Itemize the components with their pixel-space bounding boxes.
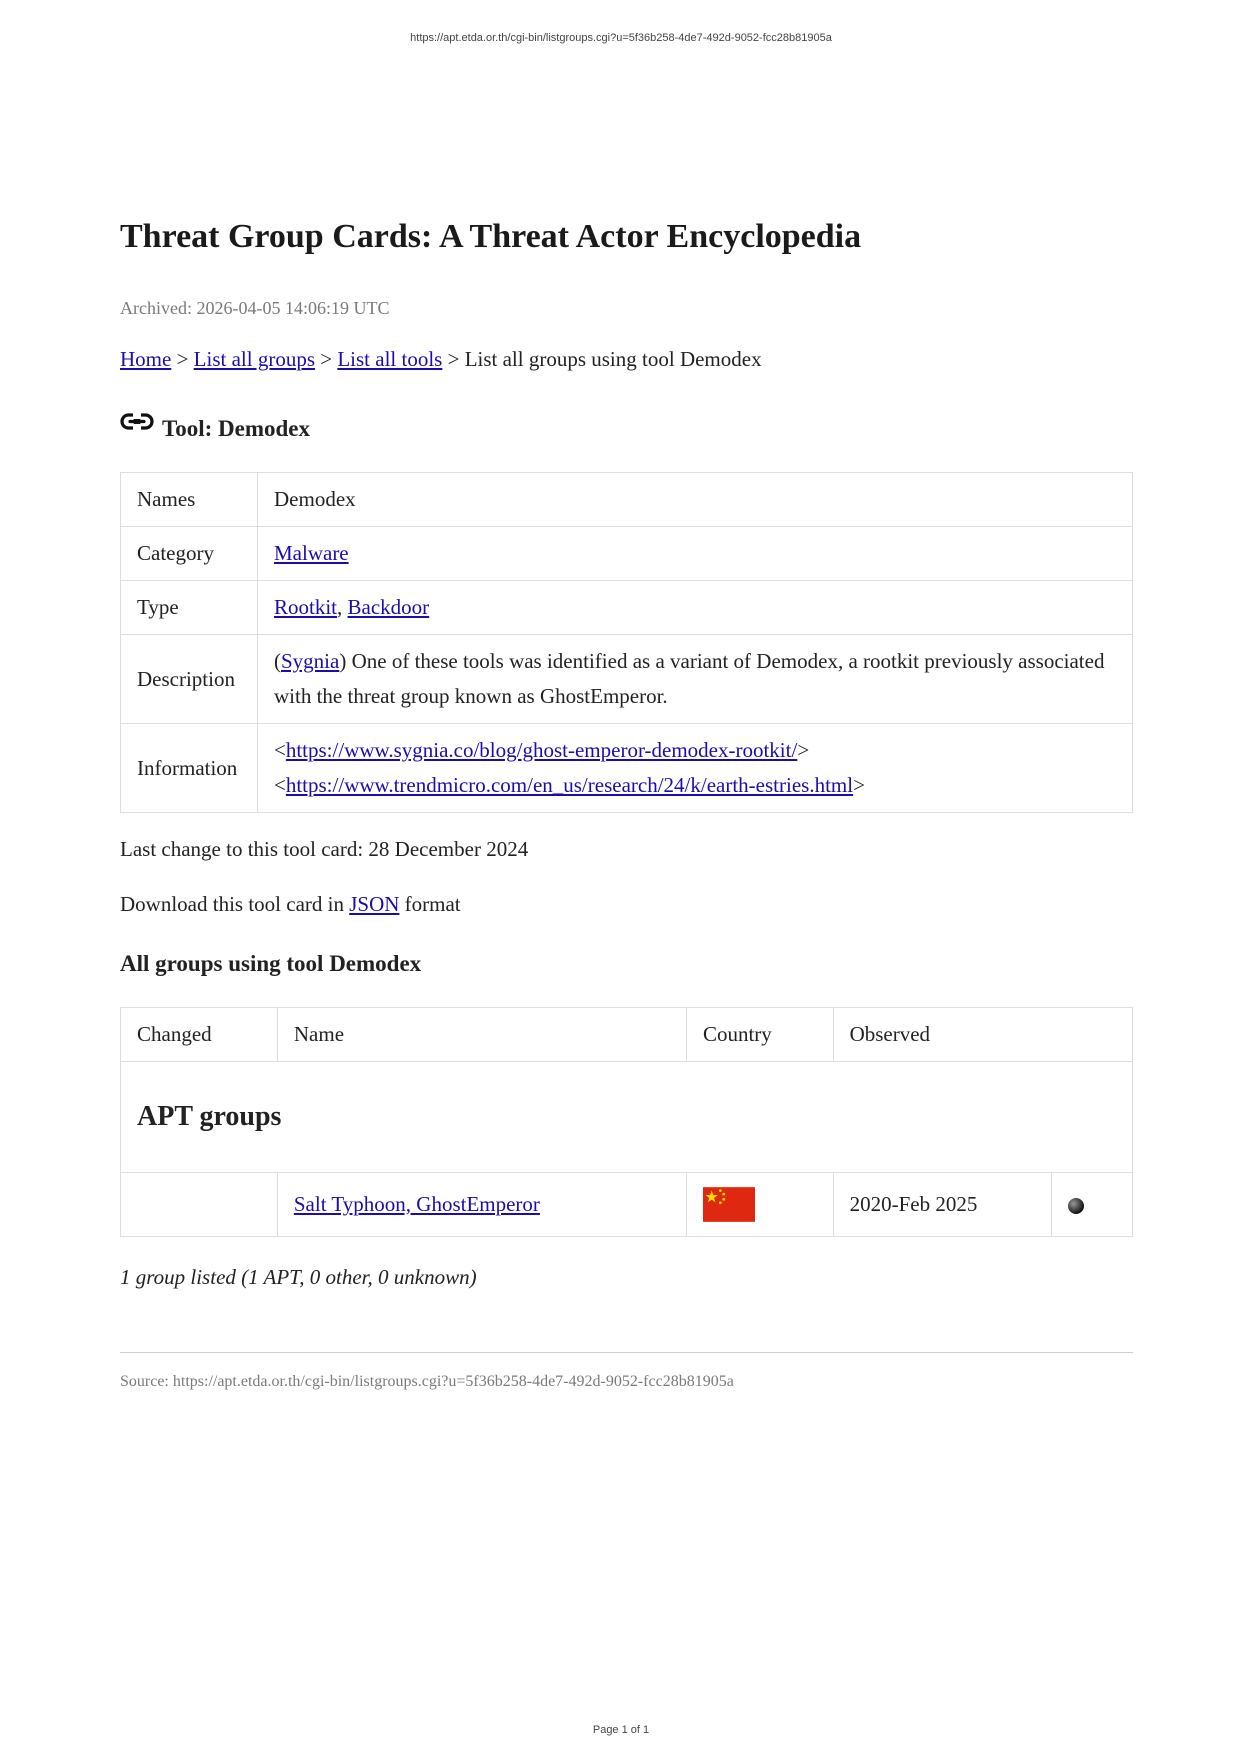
groups-summary: 1 group listed (1 APT, 0 other, 0 unknown) bbox=[120, 1265, 477, 1289]
type-link-backdoor[interactable]: Backdoor bbox=[347, 595, 430, 619]
column-header-country: Country bbox=[686, 1008, 833, 1062]
divider bbox=[120, 1352, 1133, 1353]
breadcrumb-tools-link[interactable]: List all tools bbox=[337, 347, 443, 371]
type-cell bbox=[258, 581, 1133, 635]
column-header-name: Name bbox=[277, 1008, 686, 1062]
column-header-changed: Changed bbox=[121, 1008, 278, 1062]
source-url: Source: https://apt.etda.or.th/cgi-bin/listgroups.cgi?u=5f36b258-4de7-492d-9052-fcc28b81905a bbox=[120, 1373, 734, 1390]
page-number: Page 1 of 1 bbox=[592, 1724, 650, 1736]
information-label: Information bbox=[121, 724, 258, 813]
breadcrumb-separator: > bbox=[320, 347, 333, 371]
category-link[interactable]: Malware bbox=[274, 541, 349, 565]
description-text: One of these tools was identified as a variant of Demodex, a rootkit previously associated with the threat group known as GhostEmperor. bbox=[274, 649, 1105, 708]
page-url-header: https://apt.etda.or.th/cgi-bin/listgroups.cgi?u=5f36b258-4de7-492d-9052-fcc28b81905a bbox=[410, 32, 832, 44]
last-change-text: Last change to this tool card: 28 December 2024 bbox=[120, 837, 529, 861]
download-text bbox=[120, 892, 1133, 917]
group-name-link[interactable]: Salt Typhoon, GhostEmperor bbox=[293, 1192, 540, 1216]
tool-card-row-type bbox=[121, 581, 1133, 635]
json-download-link[interactable]: JSON bbox=[349, 892, 400, 916]
names-label: Names bbox=[121, 473, 258, 527]
observed-cell: 2020-Feb 2025 bbox=[833, 1173, 1051, 1237]
breadcrumb-separator: > bbox=[447, 347, 460, 371]
table-row bbox=[121, 1173, 1133, 1237]
china-flag-icon bbox=[703, 1187, 755, 1222]
groups-heading: All groups using tool Demodex bbox=[120, 951, 422, 976]
column-header-observed: Observed bbox=[833, 1008, 1132, 1062]
link-icon bbox=[120, 412, 154, 434]
tool-card-row-description bbox=[121, 635, 1133, 724]
changed-cell bbox=[121, 1173, 278, 1237]
status-cell bbox=[1051, 1173, 1132, 1237]
tool-card-row-information bbox=[121, 724, 1133, 813]
breadcrumb-home-link[interactable]: Home bbox=[120, 347, 172, 371]
breadcrumb bbox=[120, 347, 1133, 372]
tool-card-row-category bbox=[121, 527, 1133, 581]
type-separator: , bbox=[337, 595, 348, 619]
download-prefix: Download this tool card in bbox=[120, 892, 344, 916]
breadcrumb-groups-link[interactable]: List all groups bbox=[193, 347, 315, 371]
type-label: Type bbox=[121, 581, 258, 635]
download-suffix: format bbox=[404, 892, 461, 916]
breadcrumb-current: List all groups using tool Demodex bbox=[464, 347, 762, 371]
category-label: Category bbox=[121, 527, 258, 581]
apt-groups-section-title: APT groups bbox=[137, 1101, 282, 1132]
information-cell: <https://www.sygnia.co/blog/ghost-emperor-demodex-rootkit/> <https://www.trendmicro.com/en_us/research/24/k/earth-estries.html> bbox=[258, 724, 1133, 813]
groups-header-row bbox=[121, 1008, 1133, 1062]
description-cell: (Sygnia) One of these tools was identified as a variant of Demodex, a rootkit previously associated with the threat group known as GhostEmperor. bbox=[258, 635, 1133, 724]
tool-card-table bbox=[120, 472, 1133, 813]
apt-groups-section-cell bbox=[121, 1062, 1133, 1173]
tool-heading-text: Tool: Demodex bbox=[162, 416, 311, 441]
main-content bbox=[120, 210, 1133, 1391]
archived-timestamp: Archived: 2026-04-05 14:06:19 UTC bbox=[120, 298, 390, 318]
apt-groups-section-row bbox=[121, 1062, 1133, 1173]
information-link-trendmicro[interactable]: https://www.trendmicro.com/en_us/research/24/k/earth-estries.html bbox=[285, 773, 854, 797]
description-label: Description bbox=[121, 635, 258, 724]
name-cell bbox=[277, 1173, 686, 1237]
breadcrumb-separator: > bbox=[176, 347, 189, 371]
description-source-link[interactable]: Sygnia bbox=[281, 649, 340, 673]
names-value: Demodex bbox=[258, 473, 1133, 527]
country-cell bbox=[686, 1173, 833, 1237]
information-link-sygnia[interactable]: https://www.sygnia.co/blog/ghost-emperor-demodex-rootkit/ bbox=[285, 738, 798, 762]
groups-table bbox=[120, 1007, 1133, 1237]
type-link-rootkit[interactable]: Rootkit bbox=[274, 595, 338, 619]
category-cell bbox=[258, 527, 1133, 581]
page-title: Threat Group Cards: A Threat Actor Encyclopedia bbox=[120, 218, 862, 255]
status-dot-icon bbox=[1068, 1198, 1084, 1214]
tool-heading bbox=[120, 412, 1133, 442]
tool-card-row-names bbox=[121, 473, 1133, 527]
